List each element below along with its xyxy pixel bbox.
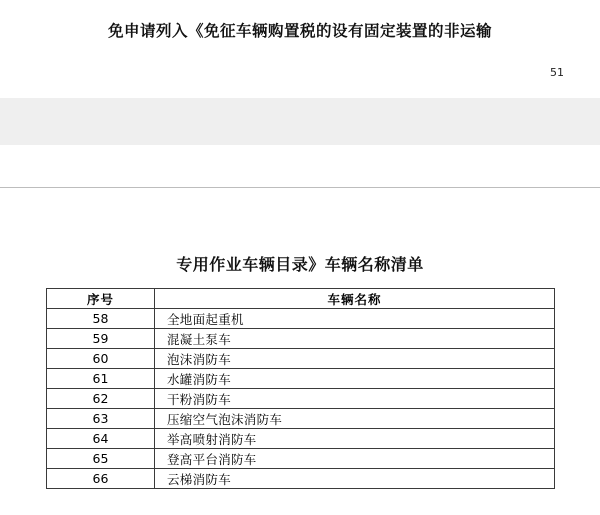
table-row <box>47 369 555 389</box>
cell-seq: 61 <box>47 369 155 389</box>
cell-name: 云梯消防车 <box>155 469 555 489</box>
table-row <box>47 429 555 449</box>
section-title: 专用作业车辆目录》车辆名称清单 <box>176 255 424 274</box>
table-row <box>47 409 555 429</box>
cell-seq: 63 <box>47 409 155 429</box>
cell-seq: 66 <box>47 469 155 489</box>
cell-name: 水罐消防车 <box>155 369 555 389</box>
column-header-seq: 序号 <box>47 289 155 309</box>
scan-separator-band <box>0 98 600 146</box>
table-row <box>47 349 555 369</box>
cell-name: 压缩空气泡沫消防车 <box>155 409 555 429</box>
vehicle-catalog-table <box>46 288 555 489</box>
vehicle-catalog-table-wrapper <box>46 288 554 489</box>
table-row <box>47 469 555 489</box>
table-row <box>47 389 555 409</box>
cell-name: 登高平台消防车 <box>155 449 555 469</box>
cell-seq: 64 <box>47 429 155 449</box>
page-number: 51 <box>550 66 564 79</box>
table-row <box>47 449 555 469</box>
cell-name: 混凝土泵车 <box>155 329 555 349</box>
cell-name: 举高喷射消防车 <box>155 429 555 449</box>
cell-seq: 60 <box>47 349 155 369</box>
cell-seq: 58 <box>47 309 155 329</box>
column-header-name: 车辆名称 <box>155 289 555 309</box>
cell-seq: 59 <box>47 329 155 349</box>
cell-seq: 65 <box>47 449 155 469</box>
table-row <box>47 309 555 329</box>
cell-name: 干粉消防车 <box>155 389 555 409</box>
cell-name: 泡沫消防车 <box>155 349 555 369</box>
scan-gap <box>0 145 600 187</box>
page-title-continuation: 免申请列入《免征车辆购置税的设有固定装置的非运输 <box>107 21 492 40</box>
table-row <box>47 329 555 349</box>
cell-name: 全地面起重机 <box>155 309 555 329</box>
table-header-row <box>47 289 555 309</box>
cell-seq: 62 <box>47 389 155 409</box>
scan-separator-line <box>0 187 600 188</box>
